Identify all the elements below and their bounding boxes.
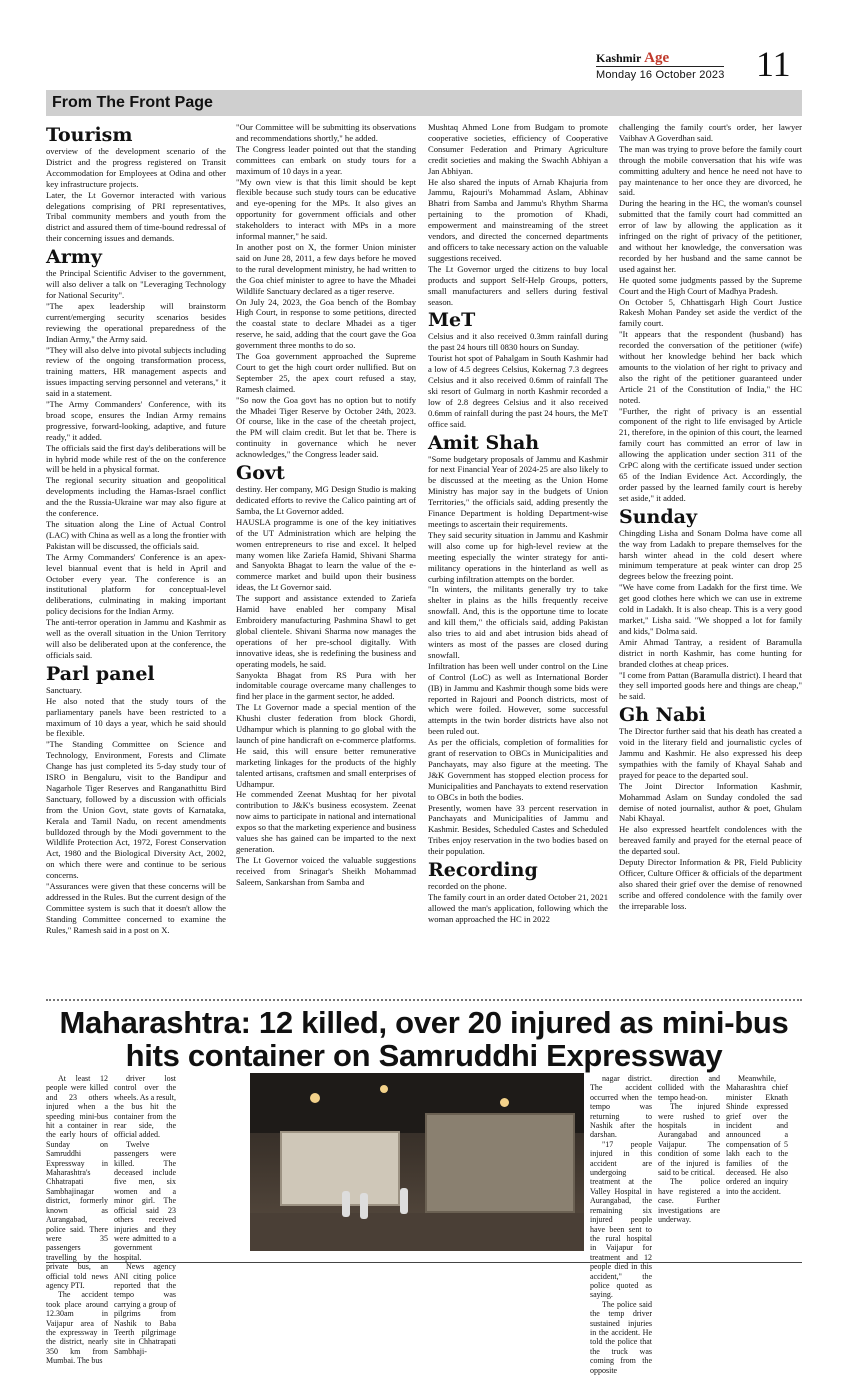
photo-road — [250, 1213, 584, 1251]
paragraph: The Army Commanders' Conference is an apex-level biannual event that is held in April and October every year. The conference is an institutional platform for conceptual-level deliberations, culminating in making important policy decisions for the Indian Army. — [46, 551, 226, 617]
paragraph: As per the officials, completion of formalities for grant of reservation to OBCs in Municipalities and Panchayats, may also figure at the meeting. The J&K Government has stopped election process for Municipalities and Panchayats to extend reservation to OBCs in both the bodies. — [428, 737, 608, 802]
paragraph: destiny. Her company, MG Design Studio is making dedicated efforts to revive the Calico painting art of Samba, the Lt Governor added. — [236, 484, 416, 516]
photo-person — [400, 1188, 408, 1214]
photo-person — [342, 1191, 350, 1217]
bottom-rule — [46, 1262, 802, 1263]
paragraph: He also shared the inputs of Arnab Khajuria from Jammu, Rajouri's Mohammad Aslam, Abhinav Bhatri from Samba and Jammu's Rhythm Sharma pertaining to the promotion of Khadi, empowerment and mainstreaming of the street vendors, and directed the concerned departments and officers to take necessary action on the valuable suggestions received. — [428, 176, 608, 263]
headline-line-2: hits container on Samruddhi Expressway — [125, 1038, 723, 1073]
paragraph: Infiltration has been well under control on the Line of Control (LoC) as well as International Border (IB) in Jammu and Kashmir though some bids were reported in Rajouri and Poonch districts, most of which were foiled. However, some successful attempts in the twin border districts have also not been ruled out. — [428, 660, 608, 737]
newspaper-name: Kashmir Age — [596, 50, 670, 66]
paragraph: recorded on the phone. — [428, 881, 507, 892]
paragraph: Chingding Lisha and Sonam Dolma have come all the way from Ladakh to prepare themselves for the harsh winter ahead in the cold desert where minimum temperature at peak winter can drop 25 degrees below the freezing point. — [619, 527, 802, 582]
paragraph: "17 people injured in this accident are undergoing treatment at the Valley Hospital in Aurangabad, the remaining six injured people have been sent to the rural hospital in Vaijapur for treatment and 12 people died in this accident," the police quoted as saying. — [590, 1139, 652, 1300]
paragraph: driver lost control over the wheels. As a result, the bus hit the container from the rear side, the official added. — [114, 1074, 176, 1140]
paragraph: "We have come from Ladakh for the first time. We get good clothes here which we can use in extreme cold in Ladakh. It is also cheap. This is a very good market," Lisha said. "We shopped a lot for family and kids," Dolma said. — [619, 582, 802, 636]
paragraph: During the hearing in the HC, the woman's counsel submitted that the family court had committed an error of law by allowing the application as it infringed on the right of privacy of the petitioner, and without her knowledge, the conversation was recorded by her husband and the same cannot be used against her. — [619, 198, 802, 274]
story-column-2 — [114, 1074, 176, 1356]
story-heading-army: Army — [46, 246, 102, 269]
paragraph: Deputy Director Information & PR, Field Publicity Officer, Culture Officer & officials of the department also shared their grief over the demise of renowned scribe and offered condolence with the family over the irreparable loss. — [619, 857, 802, 911]
paragraph: "My own view is that this limit should be kept flexible because such study tours can be educative and eye-opening for the MPs. It also gives an opportunity for government officials and other stakeholders to interact with MPs in a more informal manner," he said. — [236, 176, 416, 242]
paragraph: In another post on X, the former Union minister said on June 28, 2011, a few days before he moved to the rural development ministry, he had written to the Goa chief minister to agree to have the Mhadei Wildlife Sanctuary declared as a tiger reserve. — [236, 241, 416, 296]
story-heading-amit-shah: Amit Shah — [428, 431, 540, 454]
paragraph: At least 12 people were killed and 23 others injured when a speeding mini-bus hit a container in the early hours of Sunday on Samruddhi Expressway in Maharashtra's Chhatrapati Sambhajinagar district, formerly known as Aurangabad, police said. There were 35 passengers travelling by the private bus, an official told news agency PTI. — [46, 1074, 108, 1290]
paragraph: News agency ANI citing police reported that the tempo was carrying a group of pilgrims from Nashik to Baba Teerth pilgrimage site in Chhatrapati Sambhaji- — [114, 1262, 176, 1356]
paragraph: The man was trying to prove before the family court through the mobile conversation that his wife was committing adultery and hence he need not have to pay maintenance to her once they are divorced, he said. — [619, 143, 802, 198]
story-heading-govt: Govt — [236, 462, 285, 485]
paragraph: "The apex leadership will brainstorm current/emerging security scenarios besides reviewing the operational preparedness of the Indian Army," the Army said. — [46, 300, 226, 344]
paragraph: "I come from Pattan (Baramulla district). I heard that they sell imported goods here and things are cheap," he said. — [619, 669, 802, 702]
story-column-1 — [46, 1074, 108, 1366]
paragraph: The injured were rushed to hospitals in Aurangabad and Vaijapur. The condition of some of the injured is said to be critical. — [658, 1102, 720, 1178]
paragraph: The Lt Governor voiced the valuable suggestions received from Srinagar's Sheikh Mohammad Saleem, Sankarshan from Samba and — [236, 854, 416, 887]
paragraph: They said security situation in Jammu and Kashmir will also come up for high-level review at the meeting especially the winter strategy for anti-militancy operations in the hinterland as well as curbing infiltration attempts on the border. — [428, 529, 608, 584]
section-banner — [46, 90, 802, 116]
photo-person — [360, 1193, 368, 1219]
paragraph: "The Army Commanders' Conference, with its broad scope, ensures the Indian Army remains progressive, forward-looking, adaptive, and future ready," it added. — [46, 399, 226, 442]
paragraph: overview of the development scenario of the District and the progress registered on Transit Accommodation for Employees at Odina and other key infrastructure projects. — [46, 146, 226, 189]
paragraph: He also noted that the study tours of the parliamentary panels have been restricted to a maximum of 10 days a year, which he said should be flexible. — [46, 695, 226, 739]
paragraph: The Director further said that his death has created a void in the literary field and journalistic cycles of Jammu and Kashmir. He also expressed his deep sympathies with the family of Khayal Sahab and prayed for peace to the departed soul. — [619, 726, 802, 780]
paragraph: Mushtaq Ahmed Lone from Budgam to promote cooperative societies, efficiency of Cooperative Consumer Federation and Primary Agriculture credit societies and making the Swachh Abhiyan a Jan Abhiyan. — [428, 122, 608, 176]
paragraph: The police said the temp driver sustained injuries in the accident. He told the police that the truck was coming from the opposite — [590, 1299, 652, 1375]
accident-photo — [250, 1073, 584, 1251]
story-heading-tourism: Tourism — [46, 124, 133, 146]
story-column-4 — [590, 1074, 652, 1375]
page-number: 11 — [756, 44, 791, 84]
story-column-6 — [726, 1074, 788, 1252]
story-heading-gh-nabi: Gh Nabi — [619, 704, 706, 727]
paragraph: "Our Committee will be submitting its observations and recommendations shortly," he added. — [236, 122, 416, 143]
paragraph: the Principal Scientific Adviser to the government, will also deliver a talk on "Leveraging Technology for National Security". — [46, 268, 226, 300]
paragraph: On July 24, 2023, the Goa bench of the Bombay High Court, in response to some petitions, directed the coastal state to declare Mhadei as a tiger reserve, he said, adding that the court gave the Goa government three months to do so. — [236, 296, 416, 351]
paragraph: "So now the Goa govt has no option but to notify the Mhadei Tiger Reserve by October 24th, 2023. Of course, like in the case of the cheetah project, the PM will claim credit. But let that be. There is continuity in governance which he never acknowledges," the Congress leader said. — [236, 394, 416, 460]
issue-date: Monday 16 October 2023 — [596, 69, 725, 81]
paragraph: challenging the family court's order, her lawyer Vaibhav A Goverdhan said. — [619, 122, 802, 143]
paragraph: He also expressed heartfelt condolences with the bereaved family and prayed for the eternal peace of the departed soul. — [619, 824, 802, 857]
paragraph: Celsius and it also received 0.3mm rainfall during the past 24 hours till 0830 hours on Sunday. — [428, 331, 608, 353]
paragraph: Amir Ahmad Tantray, a resident of Baramulla district in north Kashmir, has come hunting for branded clothes at cheap prices. — [619, 636, 802, 669]
paragraph: The support and assistance extended to Zariefa Hamid have enabled her company Misal Embroidery manufacturing Pashmina Shawl to get global clientele. Shivani Sharma now manages the operations of her pre-school digitally. With innovative ideas, she is redefining the business and operating models, he said. — [236, 593, 416, 669]
story-column-5 — [658, 1074, 720, 1252]
paragraph: He commended Zeenat Mushtaq for her pivotal contribution to J&K's business ecosystem. Zeenat now aims to participate in national and international expos so that the marketing experience and business values she has gained can be imparted to the next generation. — [236, 789, 416, 854]
photo-light — [500, 1098, 509, 1107]
paragraph: The Lt Governor urged the citizens to buy local products and support Self-Help Groups, potters, small manufacturers and sellers during festival season. — [428, 263, 608, 307]
paragraph: The officials said the first day's deliberations will be in hybrid mode while rest of the on the conference will be held in a physical format. — [46, 442, 226, 475]
paragraph: Presently, women have 33 percent reservation in Panchayats and Municipalities of Jammu and Kashmir. Besides, Scheduled Castes and Scheduled Tribes enjoy reservation in the two bodies based on their population. — [428, 802, 608, 857]
story-heading-sunday: Sunday — [619, 505, 697, 528]
paragraph: The family court in an order dated October 21, 2021 allowed the man's application, following which the woman approached the HC in 2022 — [428, 892, 608, 924]
paragraph: The Joint Director Information Kashmir, Mohammad Aslam on Sunday condoled the sad demise of noted journalist, author & poet, Ghulam Nabi Khayal. — [619, 780, 802, 824]
column-1 — [46, 122, 226, 968]
column-2 — [236, 122, 416, 968]
paragraph: Tourist hot spot of Pahalgam in South Kashmir had a low of 4.5 degrees Celsius, Kokernag 7.3 degrees Celsius and it also received 0.6mm of rainfall The ski resort of Gulmarg in north Kashmir recorded a low of 2.8 degrees Celsius and it also received 0.6mm of rainfall during the past 24 hours, the MeT office said. — [428, 353, 608, 429]
paragraph: The police have registered a case. Further investigations are underway. — [658, 1177, 720, 1225]
paragraph: "In winters, the militants generally try to take shelter in plains as the hills frequently receive snowfall. And, this is the opportune time to locate and kill them," the officials said, adding Pakistan also tries to aid and abet intrusion bids ahead of winters as most of the passes are closed during snowfall. — [428, 584, 608, 660]
paragraph: The accident took place around 12.30am in Vaijapur area of the expressway in the district, nearly 350 km from Mumbai. The bus — [46, 1290, 108, 1366]
headline-line-1: Maharashtra: 12 killed, over 20 injured as mini-bus — [59, 1005, 789, 1040]
paragraph: "They will also delve into pivotal subjects including review of the ongoing transformation process, training matters, HR management aspects and issues impacting serving personnel and veterans," it said in a statement. — [46, 344, 226, 399]
photo-container-truck — [425, 1113, 575, 1213]
paragraph: nagar district. The accident occurred when the tempo was returning to Nashik after the darshan. — [590, 1074, 652, 1140]
column-4 — [619, 122, 802, 968]
paragraph: Twelve passengers were killed. The deceased include five men, six women and a minor girl. The official said 23 others received injuries and they were admitted to a government hospital. — [114, 1139, 176, 1262]
paragraph: The Congress leader pointed out that the standing committees can embark on study tours for a maximum of 10 days in a year. — [236, 143, 416, 176]
photo-light — [380, 1085, 388, 1093]
paragraph: "Further, the right of privacy is an essential component of the right to life envisaged by Article 21, therefore, in the opinion of this court, the learned family court has committed an error of law in allowing the application under section 311 of the CrPC along with the certificate issued under section 65 of the Indian Evidence Act. Accordingly, the order passed by the learned family court is hereby set aside," it added. — [619, 405, 802, 503]
paragraph: The regional security situation and geopolitical developments including the Hamas-Israel conflict and the the Russia-Ukraine war may also figure at the conference. — [46, 475, 226, 519]
paragraph: The situation along the Line of Actual Control (LAC) with China as well as a long the frontier with Pakistan will be discussed, the officials said. — [46, 519, 226, 551]
paragraph: Sanyokta Bhagat from RS Pura with her indomitable courage overcame many challenges to find her place in the garment sector, he added. — [236, 669, 416, 702]
section-banner-title: From The Front Page — [52, 94, 213, 111]
paragraph: The Goa government approached the Supreme Court to get the high court order nullified. But on September 25, the apex court refused a stay, Ramesh claimed. — [236, 351, 416, 394]
story-heading-met: MeT — [428, 309, 476, 332]
paragraph: Later, the Lt Governor interacted with various delegations comprising of PRI representatives, Tribal community members and youth from the district and assured them of time-bound redressal of their concerning issues and demands. — [46, 189, 226, 244]
paragraph: Meanwhile, Maharashtra chief minister Eknath Shinde expressed grief over the incident and announced a compensation of 5 lakh each to the families of the deceased. He also ordered an inquiry into the accident. — [726, 1074, 788, 1196]
photo-damaged-minibus — [280, 1131, 400, 1206]
story-heading-parl-panel: Parl panel — [46, 662, 155, 685]
paragraph: "Assurances were given that these concerns will be addressed in the Rules. But the current design of the Committee system is such that it doesn't allow the Standing Committee concerned to examine the Rules," Ramesh said in a post on X. — [46, 881, 226, 935]
paragraph: He quoted some judgments passed by the Supreme Court and the High Court of Madhya Pradesh. — [619, 274, 802, 296]
paragraph: The anti-terror operation in Jammu and Kashmir as well as the overall situation in the Union Territory will also be deliberated upon at the conference, the officials said. — [46, 617, 226, 660]
masthead-rule — [596, 66, 724, 67]
paragraph: HAUSLA programme is one of the key initiatives of the UT Administration which are helping the women entrepreneurs to rise and excel. It helped many women like Zariefa Hamid, Shivani Sharma and Sanyokta Bhagat to learn the value of the e-commerce market and build upon their business ideas, the Lt Governor said. — [236, 516, 416, 593]
section-divider — [46, 999, 802, 1001]
column-3 — [428, 122, 608, 968]
story-heading-recording: Recording — [428, 859, 538, 882]
photo-light — [310, 1093, 320, 1103]
paragraph: "Some budgetary proposals of Jammu and Kashmir for next Financial Year of 2024-25 are also likely to be discussed at the meeting as the Union Home Ministry has major say in the budgets of Union Territories," the officials said, adding presently the Finance Department is holding Department-wise meetings to ascertain their requirements. — [428, 453, 608, 529]
paragraph: "It appears that the respondent (husband) has recorded the conversation of the petitioner (wife) without her knowledge behind her back which amounts to the violation of her right to privacy and also the right of the petitioner guaranteed under Article 21 of the Constitution of India," the HC noted. — [619, 329, 802, 405]
paragraph: The Lt Governor made a special mention of the Khushi cluster federation from block Ghordi, Udhampur which is planning to go global with the launch of pine handicraft on e-commerce platforms. He said, this will ensure better remunerative marketing linkages for the products of the highly talented artisans, craftsmen and small enterprises of Udhampur. — [236, 702, 416, 789]
paragraph: direction and collided with the tempo head-on. — [658, 1074, 720, 1102]
paragraph: On October 5, Chhattisgarh High Court Justice Rakesh Mohan Pandey set aside the verdict of the family court. — [619, 296, 802, 329]
lead-story-headline — [46, 1006, 802, 1072]
paragraph: Sanctuary. — [46, 684, 82, 695]
paragraph: "The Standing Committee on Science and Technology, Environment, Forests and Climate Change has just completed its 5-day study tour of ISRO in Bengaluru, visit to the Bandipur and Nagarhole Tiger Reserves and Ranganathittu Bird Sanctuary, followed by a discussion with officials from the Union Govt, state govts of Karnataka, Kerala and Tamil Nadu, on recent amendments bulldozed through by the Modi government to the Wildlife Protection Act, 1972, Forest Conservation Act, 1980 and the Biological Diversity Act, 2002, on which there were and continue to be serious concerns. — [46, 739, 226, 881]
